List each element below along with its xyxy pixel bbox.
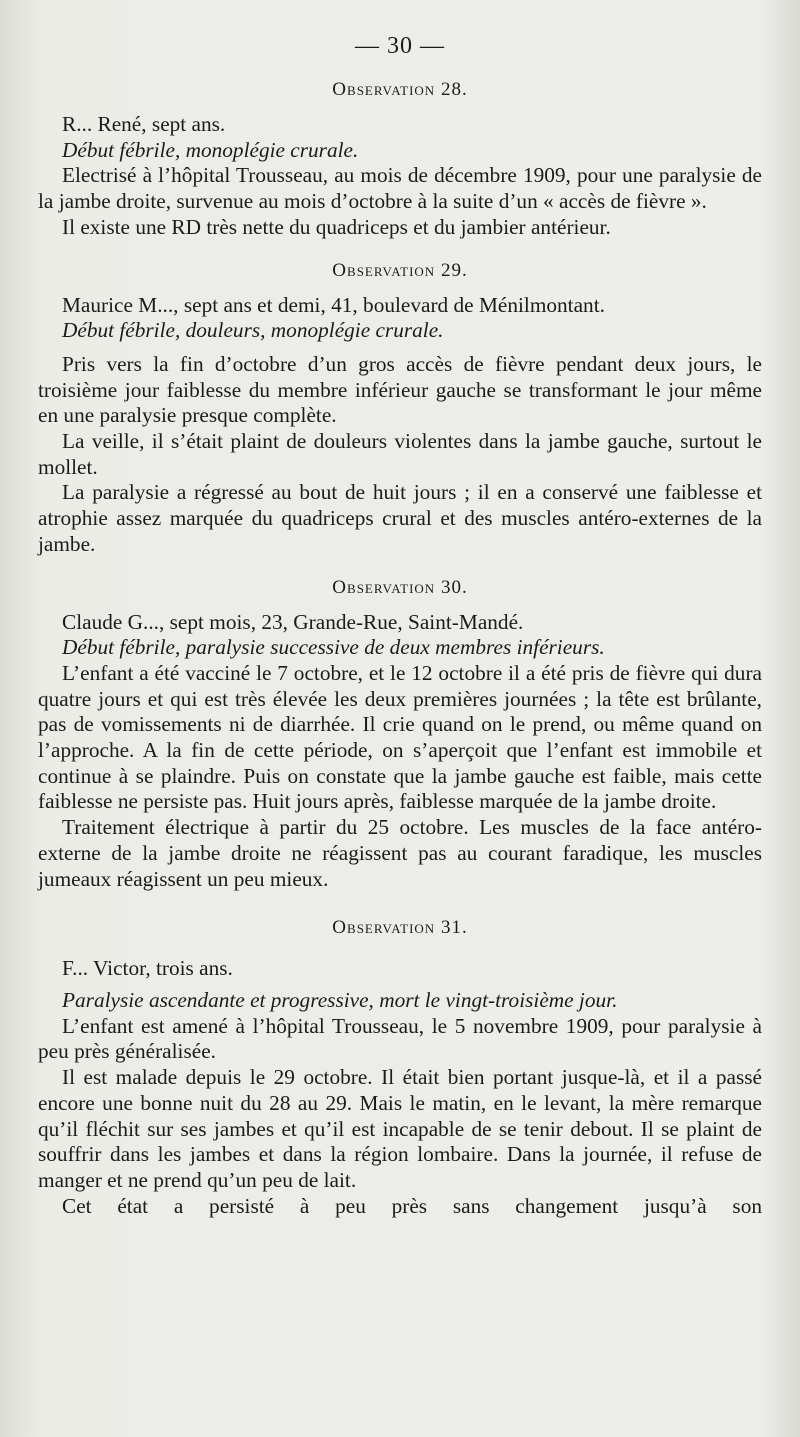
patient-line: F... Victor, trois ans. bbox=[62, 956, 233, 981]
case-paragraph: Traitement électrique à partir du 25 octobre. Les muscles de la face antéro-externe de la jambe droite ne réagissent pas au courant faradique, les muscles jumeaux réagissent un peu mieux. bbox=[38, 815, 762, 891]
case-summary: Début fébrile, douleurs, monoplégie crurale. bbox=[62, 318, 444, 343]
patient-line: R... René, sept ans. bbox=[62, 112, 226, 136]
case-summary: Début fébrile, paralysie successive de deux membres inférieurs. bbox=[62, 635, 605, 660]
case-paragraph: La paralysie a régressé au bout de huit jours ; il en a conservé une faiblesse et atrophie assez marquée du quadriceps crural et des muscles antéro-externes de la jambe. bbox=[38, 480, 762, 556]
case-paragraph: L’enfant est amené à l’hôpital Trousseau, le 5 novembre 1909, pour paralysie à peu près généralisée. bbox=[38, 1013, 762, 1064]
observation-heading: Observation 30. bbox=[332, 576, 468, 598]
case-summary: Paralysie ascendante et progressive, mort le vingt-troisième jour. bbox=[62, 987, 618, 1012]
case-summary: Début fébrile, monoplégie crurale. bbox=[62, 137, 359, 162]
patient-line: Maurice M..., sept ans et demi, 41, boulevard de Ménilmontant. bbox=[62, 292, 605, 317]
case-paragraph: Il existe une RD très nette du quadriceps et du jambier antérieur. bbox=[62, 214, 611, 239]
case-paragraph: Il est malade depuis le 29 octobre. Il était bien portant jusque-là, et il a passé encore une bonne nuit du 28 au 29. Mais le matin, en le levant, la mère remarque qu’il fléchit sur ses jambes et qu’il est incapable de se tenir debout. Il se plaint de souffrir dans les jambes et dans la région lombaire. Dans la journée, il refuse de manger et ne prend qu’un peu de lait. bbox=[38, 1065, 762, 1192]
case-paragraph: L’enfant a été vacciné le 7 octobre, et le 12 octobre il a été pris de fièvre qui dura quatre jours et qui est très élevée les deux premières journées ; la tête est brûlante, pas de vomissements ni de diarrhée. Il crie quand on le prend, ou même quand on l’approche. A la fin de cette période, on s’aperçoit que l’enfant est immobile et continue à se plaindre. Puis on constate que la jambe gauche est faible, mais cette faiblesse ne persiste pas. Huit jours après, faiblesse marquée de la jambe droite. bbox=[38, 660, 762, 814]
patient-line: Claude G..., sept mois, 23, Grande-Rue, Saint-Mandé. bbox=[62, 609, 524, 634]
case-paragraph: Cet état a persisté à peu près sans changement jusqu’à son bbox=[62, 1193, 762, 1218]
case-paragraph: Electrisé à l’hôpital Trousseau, au mois de décembre 1909, pour une paralysie de la jambe droite, survenue au mois d’octobre à la suite d’un « accès de fièvre ». bbox=[38, 163, 762, 214]
page-number: — 30 — bbox=[355, 33, 445, 59]
observation-heading: Observation 28. bbox=[332, 79, 468, 100]
observation-31 bbox=[38, 916, 762, 1219]
observation-28 bbox=[38, 78, 762, 241]
observation-29 bbox=[38, 259, 762, 558]
observation-heading: Observation 29. bbox=[332, 259, 468, 281]
observation-heading: Observation 31. bbox=[332, 917, 468, 939]
observation-30 bbox=[38, 576, 762, 893]
case-paragraph: La veille, il s’était plaint de douleurs violentes dans la jambe gauche, surtout le mollet. bbox=[38, 429, 762, 479]
case-paragraph: Pris vers la fin d’octobre d’un gros accès de fièvre pendant deux jours, le troisième jour faiblesse du membre inférieur gauche se transformant le jour même en une paralysie presque complète. bbox=[38, 351, 762, 428]
